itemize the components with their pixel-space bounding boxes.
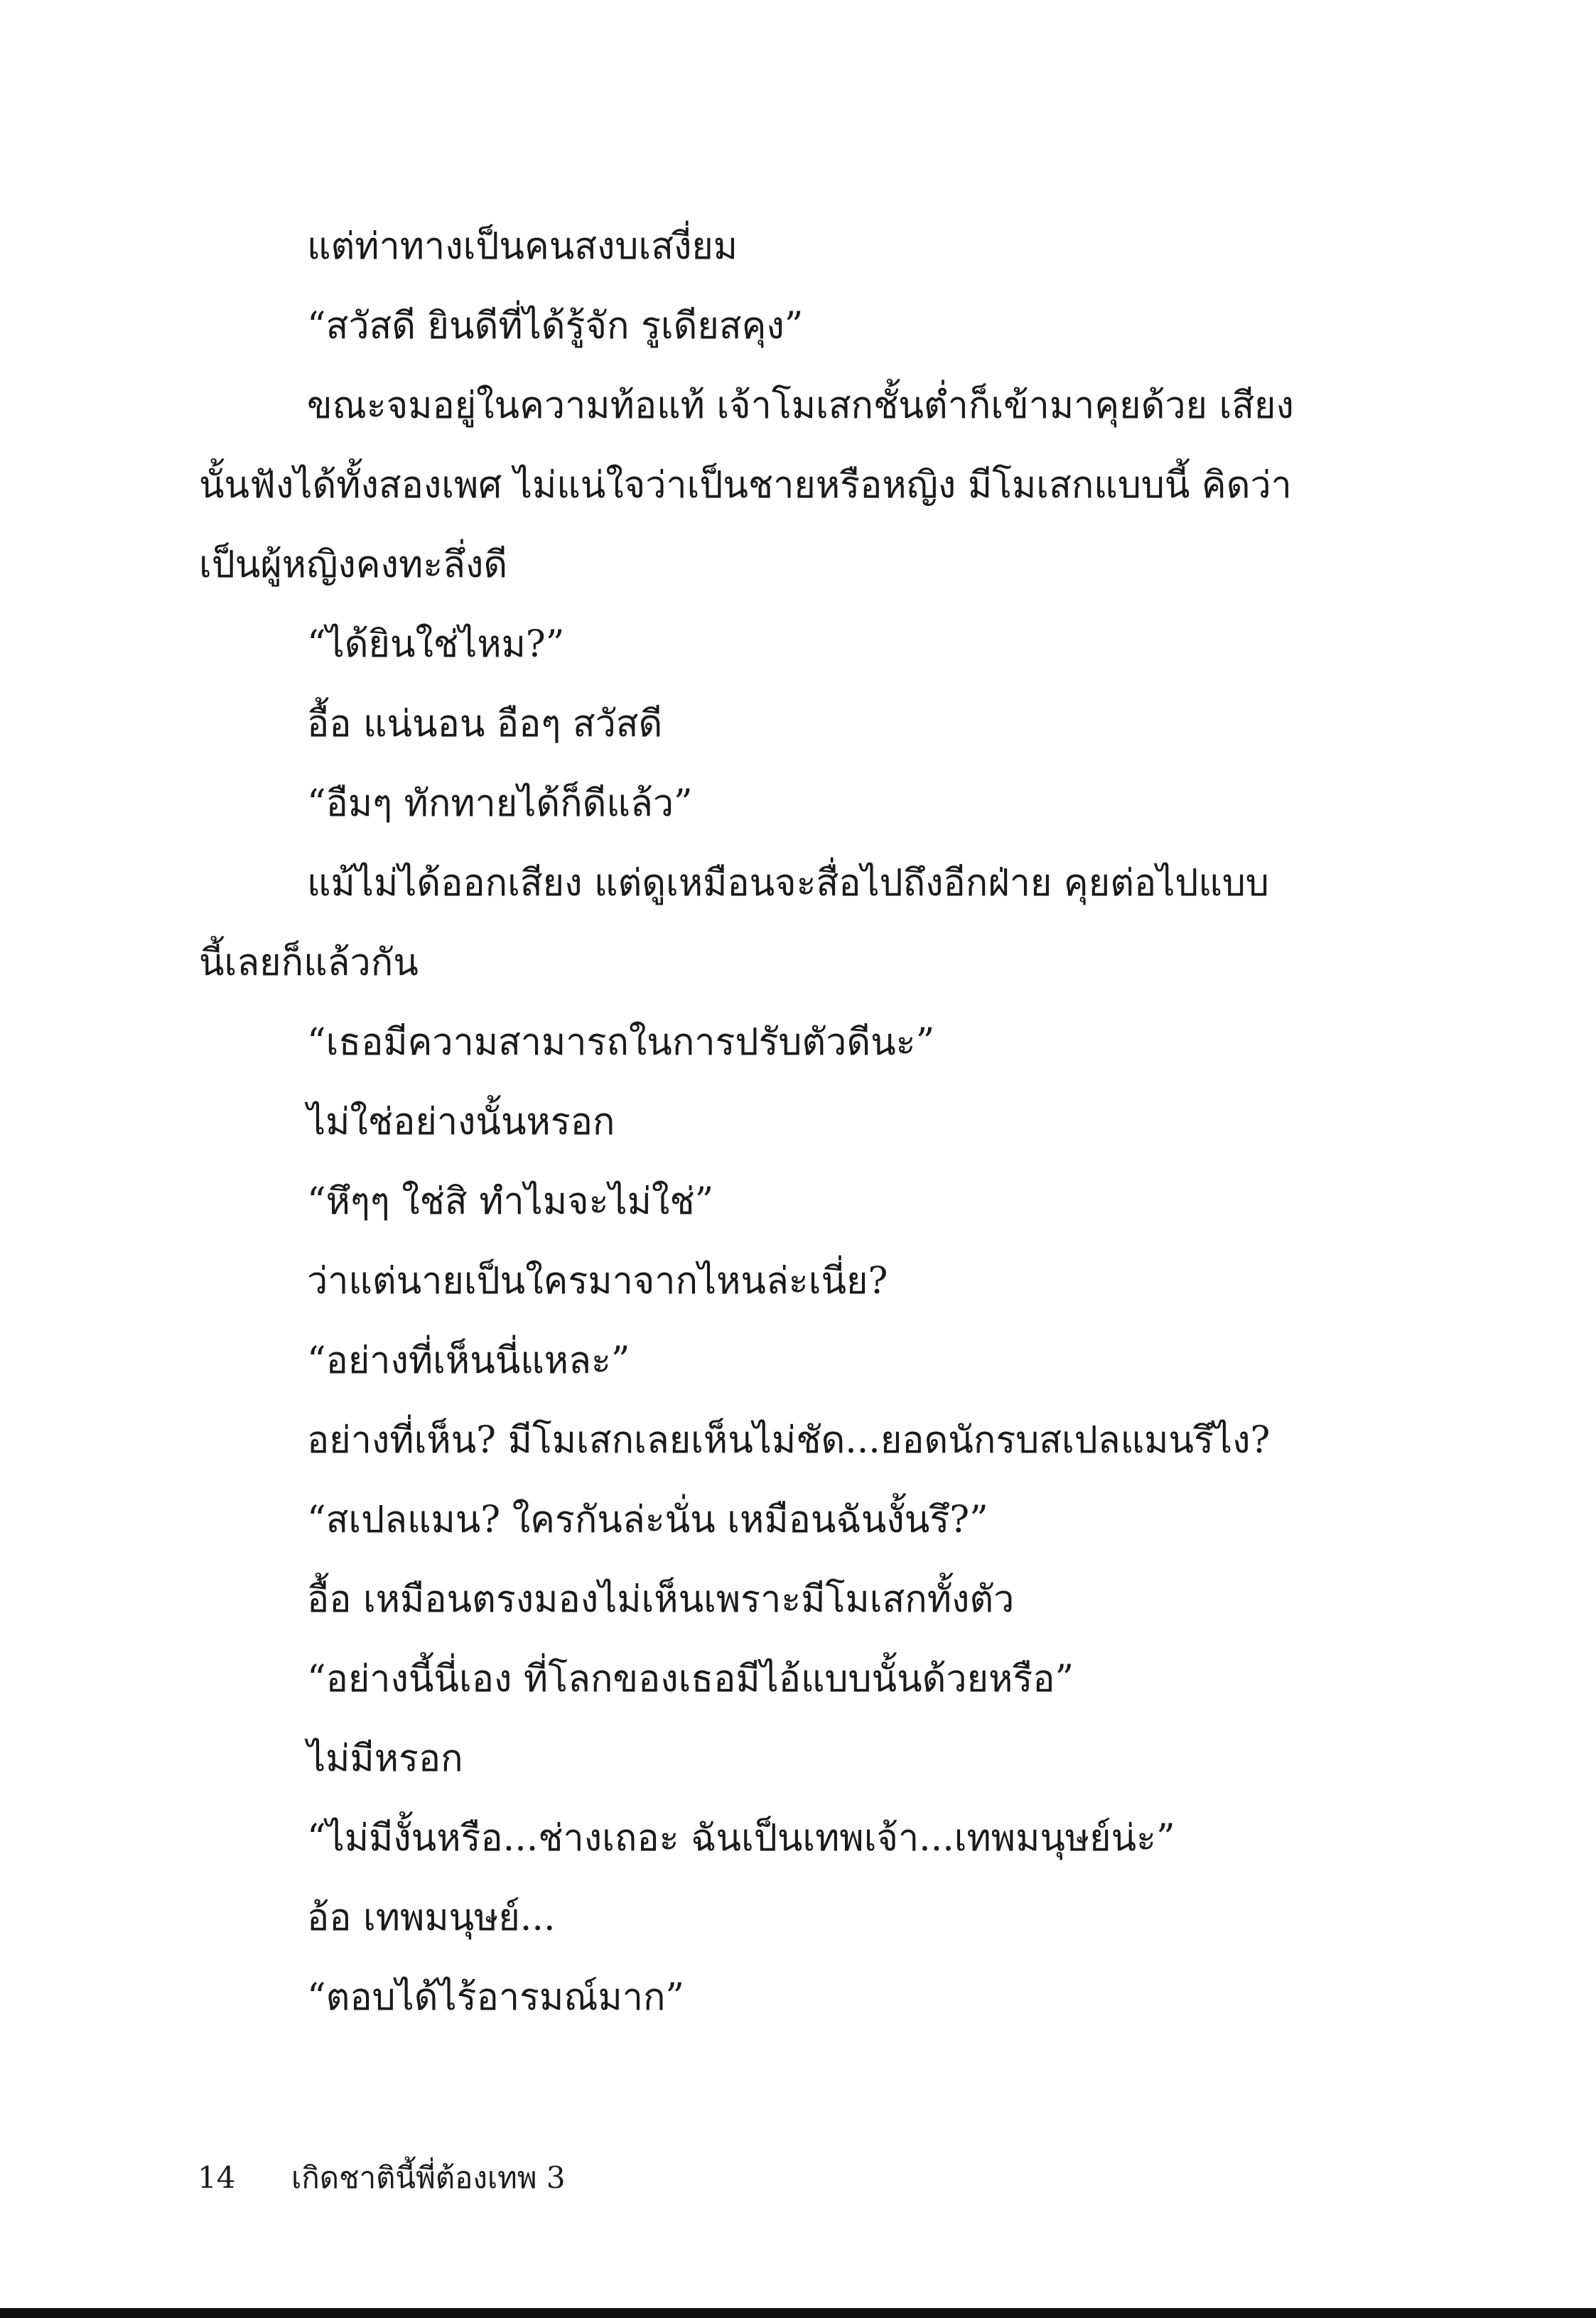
page-number: 14 xyxy=(198,2160,236,2195)
text-line: ไม่ใช่อย่างนั้นหรอก xyxy=(307,1101,615,1143)
text-line: เป็นผู้หญิงคงทะลึ่งดี xyxy=(199,544,508,586)
text-line: อื้อ เหมือนตรงมองไม่เห็นเพราะมีโมเสกทั้งตัว xyxy=(307,1578,1015,1621)
text-line: “อย่างที่เห็นนี่แหละ” xyxy=(307,1339,630,1382)
book-title: เกิดชาตินี้พี่ต้องเทพ 3 xyxy=(291,2160,566,2195)
text-line: ไม่มีหรอก xyxy=(307,1737,463,1780)
page-bottom-edge xyxy=(0,2308,1596,2318)
text-line: ว่าแต่นายเป็นใครมาจากไหนล่ะเนี่ย? xyxy=(307,1260,888,1303)
text-line: นี้เลยก็แล้วกัน xyxy=(199,942,419,984)
text-line: อื้อ แน่นอน อือๆ สวัสดี xyxy=(307,703,663,745)
text-line: “อย่างนี้นี่เอง ที่โลกของเธอมีไอ้แบบนั้นด้วยหรือ” xyxy=(307,1658,1074,1700)
text-line: อ้อ เทพมนุษย์... xyxy=(307,1897,556,1939)
text-line: แม้ไม่ได้ออกเสียง แต่ดูเหมือนจะสื่อไปถึงอีกฝ่าย คุยต่อไปแบบ xyxy=(307,862,1269,905)
text-line: “ได้ยินใช่ไหม?” xyxy=(307,623,565,666)
text-line: “สเปลแมน? ใครกันล่ะนั่น เหมือนฉันงั้นรึ?” xyxy=(307,1499,988,1541)
text-line: “เธอมีความสามารถในการปรับตัวดีนะ” xyxy=(307,1021,935,1064)
text-line: อย่างที่เห็น? มีโมเสกเลยเห็นไม่ชัด...ยอดนักรบสเปลแมนรึไง? xyxy=(307,1419,1271,1462)
text-line: นั้นฟังได้ทั้งสองเพศ ไม่แน่ใจว่าเป็นชายหรือหญิง มีโมเสกแบบนี้ คิดว่า xyxy=(199,464,1292,507)
text-line: “สวัสดี ยินดีที่ได้รู้จัก รูเดียสคุง” xyxy=(307,305,804,347)
text-line: แต่ท่าทางเป็นคนสงบเสงี่ยม xyxy=(307,225,738,268)
text-line: “ตอบได้ไร้อารมณ์มาก” xyxy=(307,1976,685,2019)
text-line: “ไม่มีงั้นหรือ...ช่างเถอะ ฉันเป็นเทพเจ้า...เทพมนุษย์น่ะ” xyxy=(307,1817,1175,1860)
text-line: “อืมๆ ทักทายได้ก็ดีแล้ว” xyxy=(307,782,693,825)
page-footer xyxy=(198,2153,566,2203)
text-line: “หึๆๆ ใช่สิ ทำไมจะไม่ใช่” xyxy=(307,1180,714,1223)
text-line: ขณะจมอยู่ในความท้อแท้ เจ้าโมเสกชั้นต่ำก็เข้ามาคุยด้วย เสียง xyxy=(307,384,1294,427)
